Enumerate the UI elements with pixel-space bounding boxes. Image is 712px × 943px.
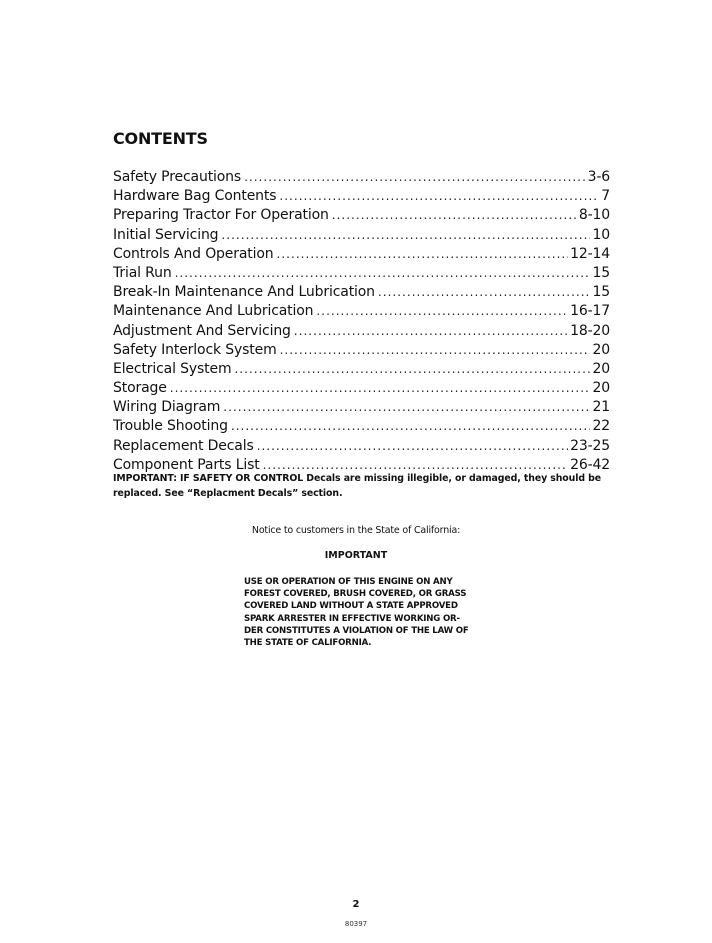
notice-line: SPARK ARRESTER IN EFFECTIVE WORKING OR- [244, 613, 460, 624]
toc-dot-leader [378, 283, 591, 302]
toc-entry-page: 20 [592, 360, 610, 377]
toc-entry [113, 302, 610, 321]
toc-entry [113, 322, 610, 341]
toc-dot-leader [280, 341, 591, 360]
toc-entry-page: 8-10 [578, 207, 610, 224]
toc-entry-title: Initial Servicing [113, 226, 219, 243]
toc-entry-page: 15 [592, 284, 610, 301]
toc-entry [113, 341, 610, 360]
toc-entry-page: 26-42 [570, 456, 610, 473]
toc-entry [113, 168, 610, 187]
toc-entry-title: Safety Interlock System [113, 341, 277, 358]
toc-dot-leader [279, 187, 599, 206]
toc-entry-title: Electrical System [113, 360, 232, 377]
toc-entry-title: Storage [113, 380, 167, 397]
page-title: CONTENTS [113, 129, 208, 148]
toc-entry-title: Hardware Bag Contents [113, 188, 277, 205]
toc-entry [113, 360, 610, 379]
toc-dot-leader [231, 417, 591, 436]
toc-entry-title: Break-In Maintenance And Lubrication [113, 284, 375, 301]
toc-entry-title: Component Parts List [113, 456, 260, 473]
toc-dot-leader [244, 168, 586, 187]
notice-line: USE OR OPERATION OF THIS ENGINE ON ANY [244, 577, 453, 587]
california-notice-body [244, 576, 484, 649]
toc-dot-leader [223, 398, 590, 417]
toc-entry-page: 16-17 [570, 303, 610, 320]
toc-entry-page: 3-6 [587, 169, 610, 185]
toc-dot-leader [175, 264, 591, 283]
toc-entry-page: 23-25 [570, 437, 610, 454]
toc-entry-title: Maintenance And Lubrication [113, 303, 314, 320]
toc-dot-leader [234, 360, 590, 379]
toc-entry [113, 398, 610, 417]
toc-entry [113, 264, 610, 283]
toc-entry [113, 417, 610, 436]
toc-dot-leader [257, 437, 568, 456]
document-code: 80397 [344, 920, 368, 928]
california-notice-intro: Notice to customers in the State of California: [251, 525, 461, 536]
toc-entry [113, 283, 610, 302]
toc-entry-title: Safety Precautions [113, 169, 242, 185]
toc-entry [113, 206, 610, 225]
toc-entry-page: 12-14 [570, 245, 610, 262]
notice-line: FOREST COVERED, BRUSH COVERED, OR GRASS [244, 589, 467, 600]
toc-entry-page: 7 [601, 188, 610, 205]
notice-line: DER CONSTITUTES A VIOLATION OF THE LAW OF [244, 625, 469, 636]
toc-entry [113, 226, 610, 245]
toc-entry-title: Replacement Decals [113, 437, 254, 454]
table-of-contents [113, 168, 610, 475]
toc-entry-title: Trial Run [113, 264, 172, 281]
notice-line: THE STATE OF CALIFORNIA. [244, 638, 372, 649]
toc-entry [113, 437, 610, 456]
toc-dot-leader [316, 302, 568, 321]
toc-dot-leader [170, 379, 591, 398]
page-number: 2 [352, 899, 360, 910]
toc-entry-title: Wiring Diagram [113, 399, 221, 416]
toc-entry-page: 15 [592, 264, 610, 281]
toc-entry-page: 22 [592, 418, 610, 435]
toc-entry-page: 10 [592, 226, 610, 243]
toc-entry [113, 187, 610, 206]
toc-dot-leader [294, 322, 568, 341]
toc-entry-page: 18-20 [570, 322, 610, 339]
notice-line: COVERED LAND WITHOUT A STATE APPROVED [244, 601, 458, 612]
toc-dot-leader [277, 245, 569, 264]
toc-entry-title: Trouble Shooting [113, 418, 228, 435]
toc-entry-title: Controls And Operation [113, 245, 274, 262]
toc-entry-title: Preparing Tractor For Operation [113, 207, 329, 224]
toc-entry-page: 20 [592, 380, 610, 397]
toc-entry [113, 379, 610, 398]
toc-entry-page: 21 [592, 399, 610, 416]
important-decal-note: IMPORTANT: IF SAFETY OR CONTROL Decals are missing illegible, or damaged, they should be replaced. See “Replacment Decals” section. [113, 473, 601, 499]
california-notice-heading: IMPORTANT [324, 550, 388, 561]
toc-entry [113, 245, 610, 264]
toc-dot-leader [221, 226, 590, 245]
toc-dot-leader [332, 206, 577, 225]
toc-entry-title: Adjustment And Servicing [113, 322, 291, 339]
toc-entry-page: 20 [592, 341, 610, 358]
